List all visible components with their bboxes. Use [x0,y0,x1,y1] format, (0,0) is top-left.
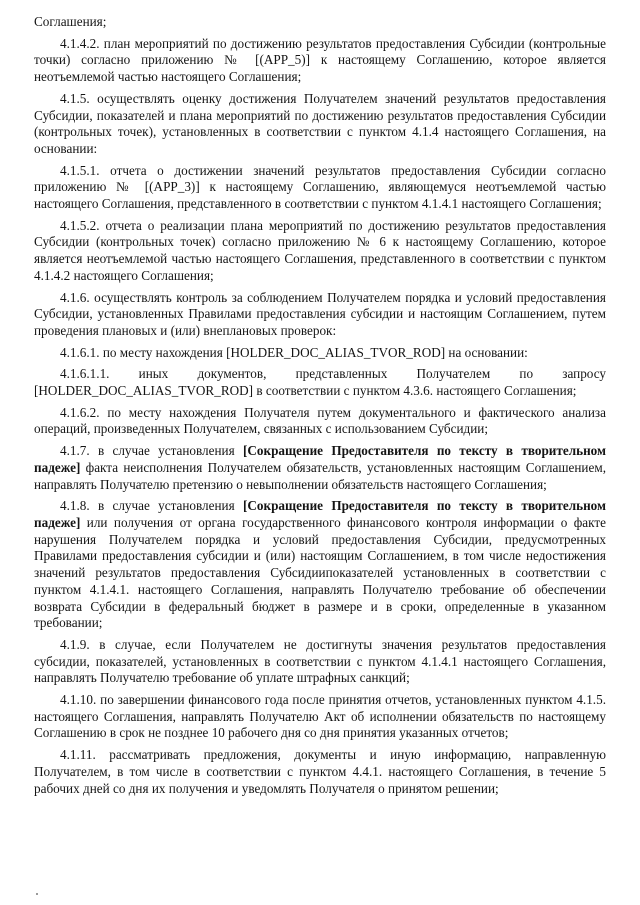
paragraph-4-1-10: 4.1.10. по завершении финансового года после принятия отчетов, установленных пунктом 4.1.5. настоящего Соглашения, направлять Получателю Акт об исполнении обязательств по настоящему Соглашению в срок не позднее 10 рабочего дня со дня принятия указанных отчетов; [34,692,606,741]
scan-speck [36,893,38,895]
paragraph-4-1-4-2: 4.1.4.2. план мероприятий по достижению результатов предоставления Субсидии (контрольные точки) согласно приложению № [(APP_5)] к настоящему Соглашению, которое является неотъемлемой частью настоящего Соглашения; [34,35,606,85]
paragraph-continuation: Соглашения; [34,14,107,29]
paragraph-4-1-6: 4.1.6. осуществлять контроль за соблюдением Получателем порядка и условий предоставления Субсидии, установленных Правилами предоставления субсидии и настоящим Соглашением, путем проведения плановых и (или) внеплановых проверок: [34,289,606,338]
paragraph-4-1-5: 4.1.5. осуществлять оценку достижения Получателем значений результатов предоставления Субсидии, показателей и плана мероприятий по достижению результатов предоставления Субсидии (контрольных точек), установленных в соответствии с пунктом 4.1.4 настоящего Соглашения, на основании: [34,90,606,156]
paragraph-text: 4.1.8. в случае установления [60,498,243,514]
paragraph-4-1-6-1-1: 4.1.6.1.1. иных документов, представленных Получателем по запросу [HOLDER_DOC_ALIAS_TVOR_ROD] в соответствии с пунктом 4.3.6. настоящего Соглашения; [34,366,606,399]
paragraph-4-1-5-2: 4.1.5.2. отчета о реализации плана мероприятий по достижению результатов предоставления Субсидии (контрольных точек) согласно приложению № 6 к настоящему Соглашению, которое является неотъемлемой частью настоящего Соглашения, представленного в соответствии с пунктом 4.1.4.2 настоящего Соглашения; [34,217,606,283]
paragraph-text: 4.1.7. в случае установления [60,443,243,459]
bold-placeholder-text: [Сокращение Предоставителя по тексту в творительном падеже] [34,498,607,530]
paragraph-4-1-7 [34,443,606,493]
paragraph-4-1-6-1: 4.1.6.1. по месту нахождения [HOLDER_DOC_ALIAS_TVOR_ROD] на основании: [60,344,528,360]
paragraph-4-1-11: 4.1.11. рассматривать предложения, документы и иную информацию, направленную Получателем, в том числе в соответствии с пунктом 4.4.1. настоящего Соглашения, в течение 5 рабочих дней со дня их получения и уведомлять Получателя о принятом решении; [34,747,606,796]
bold-placeholder-text: [Сокращение Предоставителя по тексту в творительном падеже] [34,443,607,475]
paragraph-4-1-9: 4.1.9. в случае, если Получателем не достигнуты значения результатов предоставления субсидии, показателей, установленных в соответствии с пунктом 4.1.4.1 настоящего Соглашения, направлять Получателю требование об уплате штрафных санкций; [34,636,606,686]
paragraph-4-1-6-2: 4.1.6.2. по месту нахождения Получателя путем документального и фактического анализа операций, произведенных Получателем, связанных с использованием Субсидии; [34,404,606,437]
paragraph-text: или получения от органа государственного финансового контроля информации о факте нарушения Получателем порядка и условий предоставления Субсидии, предусмотренных Правилами предоставления субсидии и (или) настоящим Соглашением, в том числе недостижения значений результатов предоставления Субсидиипоказателей установленных в соответствии с пунктом 4.1.4.1. настоящего Соглашения, направлять Получателю требование об обеспечении возврата Субсидии в федеральный бюджет в размере и в сроки, определенные в указанном требовании; [34,514,606,631]
paragraph-4-1-5-1: 4.1.5.1. отчета о достижении значений результатов предоставления Субсидии согласно приложению № [(APP_3)] к настоящему Соглашению, являющемуся неотъемлемой частью настоящего Соглашения, представленного в соответствии с пунктом 4.1.4.1 настоящего Соглашения; [34,162,606,212]
paragraph-text: факта неисполнения Получателем обязательств, установленных настоящим Соглашением, направлять Получателю претензию о невыполнении обязательств настоящего Соглашения; [34,459,606,492]
paragraph-4-1-8 [34,498,606,632]
